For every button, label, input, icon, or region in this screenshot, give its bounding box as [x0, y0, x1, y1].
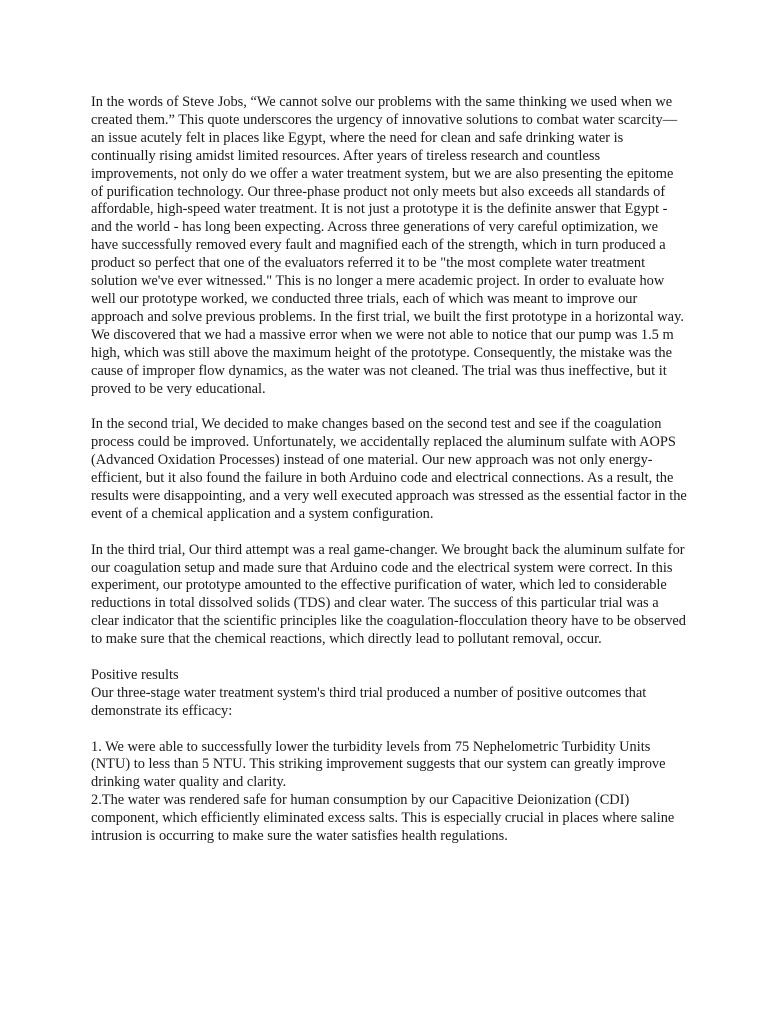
paragraph-spacer: [91, 398, 687, 416]
paragraph-spacer: [91, 721, 687, 739]
paragraph-spacer: [91, 649, 687, 667]
second-trial-paragraph: In the second trial, We decided to make changes based on the second test and see if the coagulation process could be improved. Unfortunately, we accidentally replaced the aluminum sulfate with AOPS (Advanced Oxidation Processes) instead of one material. Our new approach was not only energy-efficient, but it also found the failure in both Arduino code and electrical connections. As a result, the results were disappointing, and a very well executed approach was stressed as the essential factor in the event of a chemical application and a system configuration.: [91, 416, 687, 522]
intro-paragraph: In the words of Steve Jobs, “We cannot solve our problems with the same thinking we used when we created them.” This quote underscores the urgency of innovative solutions to combat water scarcity—an issue acutely felt in places like Egypt, where the need for clean and safe drinking water is continually rising amidst limited resources. After years of tireless research and countless improvements, not only do we offer a water treatment system, but we are also presenting the epitome of purification technology. Our three-phase product not only meets but also exceeds all standards of affordable, high-speed water treatment. It is not just a prototype it is the definite answer that Egypt - and the world - has long been expecting. Across three generations of very careful optimization, we have successfully removed every fault and magnified each of the strength, which in turn produced a product so perfect that one of the evaluators referred it to be "the most complete water treatment solution we've ever witnessed." This is no longer a mere academic project. In order to evaluate how well our prototype worked, we conducted three trials, each of which was meant to improve our approach and solve previous problems. In the first trial, we built the first prototype in a horizontal way. We discovered that we had a massive error when we were not able to notice that our pump was 1.5 m high, which was still above the maximum height of the prototype. Consequently, the mistake was the cause of improper flow dynamics, as the water was not cleaned. The trial was thus ineffective, but it proved to be very educational.: [91, 94, 684, 397]
third-trial-paragraph: In the third trial, Our third attempt was a real game-changer. We brought back the aluminum sulfate for our coagulation setup and made sure that Arduino code and the electrical system were correct. In this experiment, our prototype amounted to the effective purification of water, which led to considerable reductions in total dissolved solids (TDS) and clear water. The success of this particular trial was a clear indicator that the scientific principles like the coagulation-flocculation theory have to be observed to make sure that the chemical reactions, which directly lead to pollutant removal, occur.: [91, 541, 686, 648]
document-body: [91, 94, 687, 846]
positive-results-intro: Our three-stage water treatment system's third trial produced a number of positive outcomes that demonstrate its efficacy:: [91, 684, 647, 719]
result-item-cdi: 2.The water was rendered safe for human consumption by our Capacitive Deionization (CDI) component, which efficiently eliminated excess salts. This is especially crucial in places where saline intrusion is occurring to make sure the water satisfies health regulations.: [91, 792, 675, 845]
positive-results-heading: Positive results: [91, 666, 179, 683]
result-item-turbidity: 1. We were able to successfully lower the turbidity levels from 75 Nephelometric Turbidity Units (NTU) to less than 5 NTU. This striking improvement suggests that our system can greatly improve drinking water quality and clarity.: [91, 738, 666, 791]
paragraph-spacer: [91, 524, 687, 542]
